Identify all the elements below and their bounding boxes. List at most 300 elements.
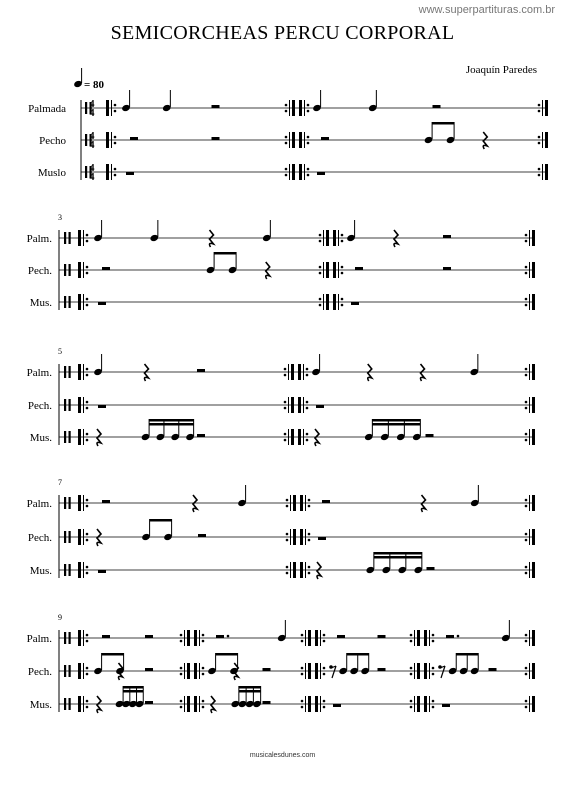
sixteenth-note-group — [141, 419, 195, 441]
thick-bar — [187, 663, 190, 679]
time-signature-denominator: 4 — [89, 108, 95, 119]
thick-bar — [308, 663, 311, 679]
beam — [214, 252, 236, 255]
repeat-dot — [284, 439, 287, 442]
instrument-label: Palm. — [26, 633, 52, 645]
quarter-rest — [97, 429, 101, 446]
half-rest — [426, 434, 434, 437]
eighth-note-pair — [424, 122, 456, 144]
repeat-dot — [202, 667, 205, 670]
half-rest — [197, 369, 205, 372]
repeat-dot — [86, 368, 89, 371]
quarter-rest — [211, 696, 215, 713]
instrument-label: Pech. — [27, 265, 52, 277]
half-rest — [489, 668, 497, 671]
repeat-dot — [86, 566, 89, 569]
instrument-label: Mus. — [29, 297, 52, 309]
repeat-dot — [319, 304, 322, 307]
rest-dot — [457, 635, 460, 638]
repeat-dot — [86, 240, 89, 243]
repeat-dot — [525, 499, 528, 502]
thick-bar — [532, 663, 535, 679]
repeat-dot — [285, 136, 288, 139]
half-rest — [212, 137, 220, 140]
thick-bar — [333, 230, 336, 246]
thick-bar — [300, 529, 303, 545]
thick-bar — [78, 495, 81, 511]
quarter-note — [121, 90, 131, 112]
half-rest — [145, 701, 153, 704]
thick-bar — [545, 164, 548, 180]
whole-rest — [351, 302, 359, 305]
repeat-dot — [285, 142, 288, 145]
repeat-dot — [308, 572, 311, 575]
quarter-rest — [193, 495, 197, 512]
footer-source: musicalesdunes.com — [249, 752, 316, 759]
thick-bar — [300, 562, 303, 578]
repeat-dot — [202, 706, 205, 709]
repeat-dot — [114, 168, 117, 171]
quarter-rest — [422, 495, 426, 512]
quarter-note — [368, 90, 378, 112]
repeat-dot — [286, 499, 289, 502]
instrument-label: Pecho — [39, 135, 66, 147]
instrument-label: Pech. — [27, 532, 52, 544]
clef-bar — [64, 232, 66, 244]
repeat-dot — [525, 266, 528, 269]
clef-bar — [64, 296, 66, 308]
repeat-dot — [323, 700, 326, 703]
thick-bar — [78, 230, 81, 246]
quarter-note — [346, 220, 356, 242]
instrument-label: Muslo — [37, 167, 66, 179]
repeat-dot — [319, 240, 322, 243]
repeat-dot — [319, 298, 322, 301]
whole-rest — [317, 172, 325, 175]
repeat-dot — [410, 640, 413, 643]
beam — [102, 653, 124, 656]
repeat-dot — [306, 401, 309, 404]
repeat-dot — [525, 368, 528, 371]
thick-bar — [194, 663, 197, 679]
beam — [374, 556, 422, 559]
quarter-note — [237, 485, 247, 507]
thick-bar — [300, 495, 303, 511]
thick-bar — [194, 630, 197, 646]
repeat-dot — [86, 505, 89, 508]
repeat-dot — [86, 700, 89, 703]
repeat-dot — [284, 374, 287, 377]
half-rest — [102, 635, 110, 638]
half-rest — [322, 500, 330, 503]
quarter-note — [93, 354, 103, 376]
half-rest — [130, 137, 138, 140]
repeat-dot — [307, 168, 310, 171]
repeat-dot — [114, 110, 117, 113]
thick-bar — [532, 429, 535, 445]
repeat-dot — [410, 706, 413, 709]
repeat-dot — [341, 304, 344, 307]
quarter-note — [162, 90, 172, 112]
thick-bar — [299, 164, 302, 180]
whole-rest — [442, 704, 450, 707]
quarter-rest — [483, 132, 487, 149]
clef-bar — [64, 698, 66, 710]
repeat-dot — [86, 539, 89, 542]
beam — [239, 690, 261, 693]
repeat-dot — [86, 673, 89, 676]
clef-bar — [69, 531, 71, 543]
repeat-dot — [323, 640, 326, 643]
repeat-dot — [538, 136, 541, 139]
repeat-dot — [323, 673, 326, 676]
thick-bar — [298, 364, 301, 380]
repeat-dot — [525, 433, 528, 436]
beam — [432, 122, 454, 125]
eighth-rest — [329, 665, 336, 678]
repeat-dot — [341, 272, 344, 275]
whole-rest — [98, 405, 106, 408]
beam — [456, 653, 478, 656]
thick-bar — [78, 397, 81, 413]
thick-bar — [532, 495, 535, 511]
thick-bar — [298, 397, 301, 413]
instrument-label: Mus. — [29, 432, 52, 444]
repeat-dot — [432, 706, 435, 709]
thick-bar — [78, 529, 81, 545]
quarter-rest — [421, 364, 425, 381]
thick-bar — [78, 429, 81, 445]
clef-bar — [69, 232, 71, 244]
instrument-label: Pech. — [27, 666, 52, 678]
time-signature-numerator: 4 — [89, 99, 95, 110]
half-rest — [337, 635, 345, 638]
repeat-dot — [323, 706, 326, 709]
repeat-dot — [307, 110, 310, 113]
repeat-dot — [525, 634, 528, 637]
clef-bar — [64, 399, 66, 411]
whole-rest — [126, 172, 134, 175]
thick-bar — [333, 294, 336, 310]
repeat-dot — [202, 700, 205, 703]
quarter-rest — [368, 364, 372, 381]
repeat-dot — [307, 174, 310, 177]
thick-bar — [299, 132, 302, 148]
clef-bar — [64, 531, 66, 543]
eighth-note-pair — [206, 252, 238, 274]
repeat-dot — [284, 401, 287, 404]
quarter-note — [311, 354, 321, 376]
repeat-dot — [525, 401, 528, 404]
whole-rest — [98, 570, 106, 573]
thick-bar — [424, 696, 427, 712]
beam — [374, 552, 422, 555]
clef-bar — [69, 366, 71, 378]
half-rest — [433, 105, 441, 108]
thick-bar — [299, 100, 302, 116]
clef-bar — [69, 632, 71, 644]
repeat-dot — [319, 266, 322, 269]
instrument-label: Palm. — [26, 367, 52, 379]
half-rest — [443, 267, 451, 270]
watermark: www.superpartituras.com.br — [418, 4, 555, 16]
time-signature-numerator: 4 — [89, 131, 95, 142]
repeat-dot — [114, 136, 117, 139]
thick-bar — [292, 164, 295, 180]
thick-bar — [417, 663, 420, 679]
thick-bar — [532, 262, 535, 278]
sixteenth-note-group — [365, 552, 423, 574]
quarter-note — [501, 620, 511, 642]
repeat-dot — [301, 700, 304, 703]
clef-bar — [69, 264, 71, 276]
repeat-dot — [180, 640, 183, 643]
thick-bar — [291, 397, 294, 413]
clef-bar — [64, 264, 66, 276]
half-rest — [378, 635, 386, 638]
repeat-dot — [306, 374, 309, 377]
repeat-dot — [286, 505, 289, 508]
thick-bar — [532, 364, 535, 380]
beam — [239, 686, 261, 689]
thick-bar — [78, 663, 81, 679]
instrument-label: Mus. — [29, 699, 52, 711]
clef-bar — [69, 497, 71, 509]
repeat-dot — [301, 640, 304, 643]
repeat-dot — [284, 433, 287, 436]
beam — [372, 423, 420, 426]
time-signature-denominator: 4 — [89, 172, 95, 183]
thick-bar — [298, 429, 301, 445]
score-title: SEMICORCHEAS PERCU CORPORAL — [110, 22, 455, 44]
whole-rest — [318, 537, 326, 540]
thick-bar — [308, 696, 311, 712]
clef-bar — [85, 166, 87, 178]
quarter-rest — [210, 230, 214, 247]
repeat-dot — [525, 240, 528, 243]
repeat-dot — [341, 298, 344, 301]
clef-bar — [64, 431, 66, 443]
repeat-dot — [525, 407, 528, 410]
instrument-label: Palmada — [28, 103, 66, 115]
quarter-note — [93, 220, 103, 242]
beam — [149, 423, 194, 426]
repeat-dot — [307, 104, 310, 107]
repeat-dot — [323, 634, 326, 637]
half-rest — [443, 235, 451, 238]
beam — [372, 419, 420, 422]
repeat-dot — [285, 168, 288, 171]
dotted-half-rest — [446, 635, 454, 638]
thick-bar — [194, 696, 197, 712]
repeat-dot — [525, 700, 528, 703]
repeat-dot — [525, 667, 528, 670]
eighth-rest — [438, 665, 445, 678]
repeat-dot — [284, 368, 287, 371]
whole-rest — [98, 302, 106, 305]
thick-bar — [293, 495, 296, 511]
thick-bar — [315, 630, 318, 646]
clef-bar — [64, 632, 66, 644]
repeat-dot — [525, 673, 528, 676]
repeat-dot — [86, 572, 89, 575]
repeat-dot — [86, 433, 89, 436]
repeat-dot — [86, 304, 89, 307]
thick-bar — [292, 132, 295, 148]
quarter-note — [470, 485, 480, 507]
quarter-rest — [315, 429, 319, 446]
repeat-dot — [432, 700, 435, 703]
thick-bar — [293, 529, 296, 545]
clef-bar — [64, 564, 66, 576]
thick-bar — [78, 696, 81, 712]
half-rest — [197, 434, 205, 437]
repeat-dot — [286, 566, 289, 569]
repeat-dot — [410, 700, 413, 703]
thick-bar — [187, 630, 190, 646]
repeat-dot — [86, 667, 89, 670]
thick-bar — [106, 100, 109, 116]
repeat-dot — [538, 142, 541, 145]
repeat-dot — [86, 407, 89, 410]
repeat-dot — [432, 634, 435, 637]
tempo-quarter-note — [73, 68, 83, 88]
thick-bar — [293, 562, 296, 578]
thick-bar — [532, 230, 535, 246]
rest-dot — [227, 635, 230, 638]
repeat-dot — [86, 499, 89, 502]
repeat-dot — [525, 566, 528, 569]
repeat-dot — [410, 667, 413, 670]
measure-number: 7 — [58, 478, 62, 487]
repeat-dot — [525, 706, 528, 709]
thick-bar — [545, 132, 548, 148]
repeat-dot — [525, 533, 528, 536]
repeat-dot — [538, 110, 541, 113]
tempo-marking: = 80 — [84, 79, 105, 91]
thick-bar — [417, 696, 420, 712]
dotted-half-rest — [216, 635, 224, 638]
repeat-dot — [432, 673, 435, 676]
eighth-note-triplet-beam — [448, 653, 480, 675]
repeat-dot — [86, 374, 89, 377]
repeat-dot — [306, 433, 309, 436]
clef-bar — [69, 665, 71, 677]
repeat-dot — [202, 673, 205, 676]
repeat-dot — [180, 673, 183, 676]
eighth-note-pair — [141, 519, 173, 541]
thick-bar — [315, 696, 318, 712]
repeat-dot — [86, 439, 89, 442]
instrument-label: Pech. — [27, 400, 52, 412]
time-signature-denominator: 4 — [89, 140, 95, 151]
quarter-rest — [266, 262, 270, 279]
repeat-dot — [307, 142, 310, 145]
thick-bar — [424, 630, 427, 646]
repeat-dot — [86, 634, 89, 637]
repeat-dot — [538, 174, 541, 177]
repeat-dot — [525, 439, 528, 442]
instrument-label: Palm. — [26, 233, 52, 245]
clef-bar — [69, 698, 71, 710]
whole-rest — [333, 704, 341, 707]
measure-number: 9 — [58, 613, 62, 622]
repeat-dot — [341, 266, 344, 269]
repeat-dot — [307, 136, 310, 139]
beam — [347, 653, 369, 656]
quarter-note — [149, 220, 159, 242]
thick-bar — [292, 100, 295, 116]
repeat-dot — [86, 401, 89, 404]
half-rest — [321, 137, 329, 140]
repeat-dot — [525, 234, 528, 237]
repeat-dot — [323, 667, 326, 670]
thick-bar — [78, 294, 81, 310]
repeat-dot — [525, 505, 528, 508]
repeat-dot — [180, 634, 183, 637]
half-rest — [212, 105, 220, 108]
composer-name: Joaquín Paredes — [465, 64, 537, 76]
repeat-dot — [306, 439, 309, 442]
clef-bar — [64, 366, 66, 378]
thick-bar — [417, 630, 420, 646]
repeat-dot — [525, 298, 528, 301]
repeat-dot — [286, 572, 289, 575]
repeat-dot — [308, 533, 311, 536]
instrument-label: Mus. — [29, 565, 52, 577]
repeat-dot — [86, 272, 89, 275]
quarter-rest — [394, 230, 398, 247]
repeat-dot — [306, 368, 309, 371]
repeat-dot — [86, 234, 89, 237]
eighth-note-triplet-beam — [338, 653, 370, 675]
clef-bar — [69, 431, 71, 443]
sixteenth-note-group — [230, 686, 261, 708]
quarter-note — [277, 620, 287, 642]
repeat-dot — [301, 634, 304, 637]
repeat-dot — [525, 539, 528, 542]
clef-bar — [69, 399, 71, 411]
clef-bar — [69, 564, 71, 576]
repeat-dot — [86, 533, 89, 536]
measure-number: 5 — [58, 347, 62, 356]
quarter-rest — [97, 529, 101, 546]
repeat-dot — [114, 174, 117, 177]
quarter-note — [469, 354, 479, 376]
thick-bar — [106, 132, 109, 148]
repeat-dot — [308, 505, 311, 508]
repeat-dot — [86, 266, 89, 269]
thick-bar — [424, 663, 427, 679]
half-rest — [145, 635, 153, 638]
thick-bar — [308, 630, 311, 646]
repeat-dot — [432, 667, 435, 670]
thick-bar — [78, 562, 81, 578]
clef-bar — [85, 102, 87, 114]
thick-bar — [326, 262, 329, 278]
repeat-dot — [301, 667, 304, 670]
thick-bar — [78, 364, 81, 380]
half-rest — [145, 668, 153, 671]
repeat-dot — [284, 407, 287, 410]
quarter-note — [262, 220, 272, 242]
thick-bar — [545, 100, 548, 116]
repeat-dot — [308, 566, 311, 569]
half-rest — [102, 500, 110, 503]
half-rest — [198, 534, 206, 537]
thick-bar — [315, 663, 318, 679]
thick-bar — [106, 164, 109, 180]
